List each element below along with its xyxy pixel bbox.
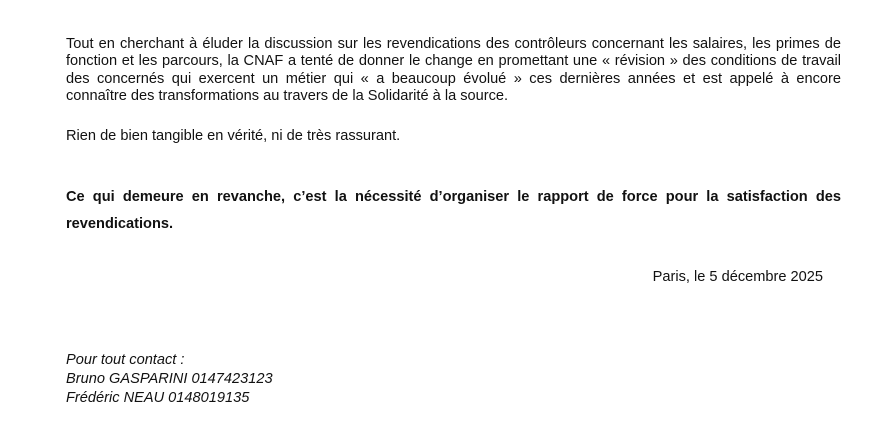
dateline: Paris, le 5 décembre 2025	[652, 269, 823, 285]
body-paragraph-revision: Tout en cherchant à éluder la discussion sur les revendications des contrôleurs concernant les salaires, les primes de fonction et les parcours, la CNAF a tenté de donner le change en promettant une « révision » des conditions de travail des concernés qui exercent un métier qui « a beaucoup évolué » ces dernières années et est appelé à encore connaître des transformations au travers de la Solidarité à la source.	[66, 36, 841, 105]
contact-block	[66, 351, 273, 408]
contact-person-gasparini: Bruno GASPARINI 0147423123	[66, 371, 273, 387]
contact-person-neau: Frédéric NEAU 0148019135	[66, 390, 250, 406]
body-paragraph-assessment: Rien de bien tangible en vérité, ni de très rassurant.	[66, 128, 401, 144]
conclusion-paragraph: Ce qui demeure en revanche, c’est la nécessité d’organiser le rapport de force pour la satisfaction des revendications.	[66, 189, 841, 232]
contact-heading: Pour tout contact :	[66, 352, 185, 368]
